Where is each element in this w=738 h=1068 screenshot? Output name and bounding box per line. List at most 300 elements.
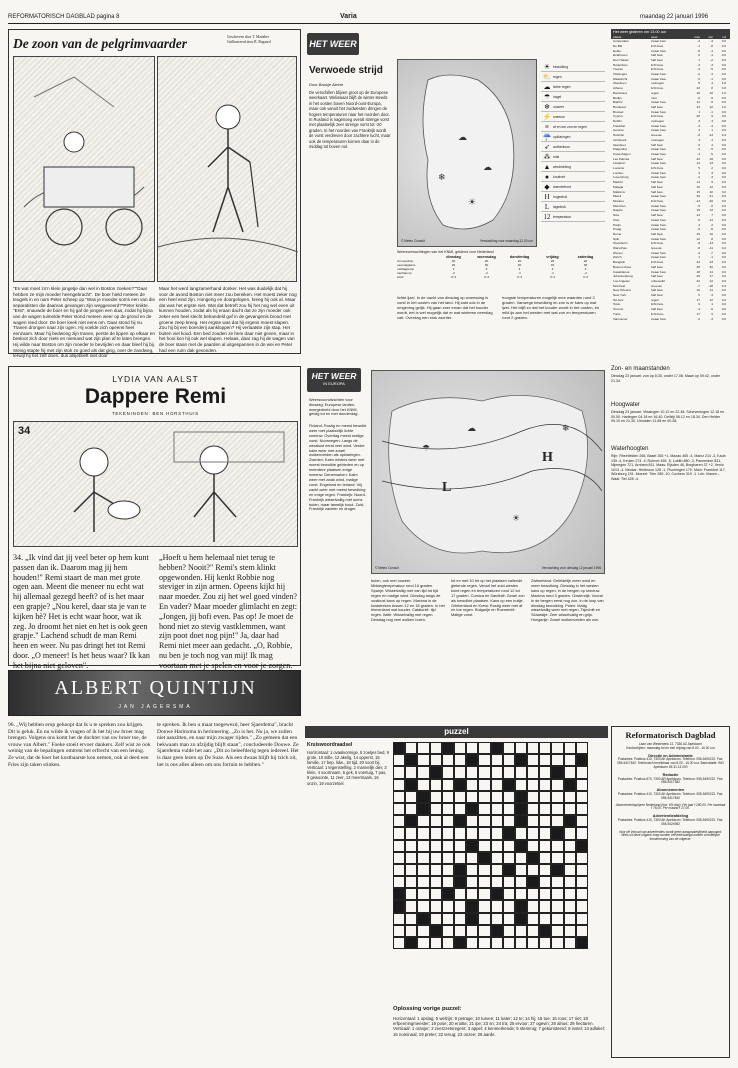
crossword-cell[interactable] <box>491 864 503 876</box>
crossword-cell[interactable] <box>393 827 405 839</box>
crossword-cell[interactable] <box>527 913 539 925</box>
crossword-cell[interactable] <box>491 913 503 925</box>
crossword-cell[interactable] <box>551 779 563 791</box>
low-icon: L <box>544 202 550 211</box>
table-cell: Rotterdam <box>613 62 628 67</box>
crossword-cell[interactable] <box>576 791 588 803</box>
crossword-cell[interactable] <box>551 937 563 949</box>
crossword-cell[interactable] <box>417 876 429 888</box>
crossword-cell[interactable] <box>551 852 563 864</box>
weather2-sublogo: IN EUROPA <box>323 381 345 386</box>
crossword-cell[interactable] <box>527 888 539 900</box>
crossword-cell <box>405 937 417 949</box>
crossword-cell[interactable] <box>551 742 563 754</box>
crossword-cell[interactable] <box>454 900 466 912</box>
table-cell: De Bilt <box>613 43 623 48</box>
crossword-cell[interactable] <box>430 742 442 754</box>
crossword-cell[interactable] <box>442 925 454 937</box>
crossword-cell[interactable] <box>442 791 454 803</box>
crossword-cell[interactable] <box>503 925 515 937</box>
crossword-cell <box>466 754 478 766</box>
col-header: weer <box>651 35 658 39</box>
table-cell: 1 <box>698 255 700 260</box>
half-sun-icon: ⛅ <box>542 72 552 81</box>
crossword-cell[interactable] <box>442 852 454 864</box>
crossword-cell[interactable] <box>491 779 503 791</box>
table-cell: -9 <box>697 241 700 246</box>
table-cell: 2 <box>711 166 713 171</box>
table-cell: licht bew. <box>651 62 664 67</box>
crossword-cell[interactable] <box>539 766 551 778</box>
crossword-cell[interactable] <box>503 937 515 949</box>
legend-row <box>541 122 605 132</box>
crossword-cell[interactable] <box>478 937 490 949</box>
crossword-cell[interactable] <box>454 742 466 754</box>
crossword-cell[interactable] <box>564 742 576 754</box>
crossword-cell[interactable] <box>430 900 442 912</box>
crossword-cell[interactable] <box>503 754 515 766</box>
table-cell: Los Angeles <box>613 278 630 283</box>
crossword-cell[interactable] <box>442 937 454 949</box>
crossword-cell[interactable] <box>551 913 563 925</box>
crossword-cell[interactable] <box>539 913 551 925</box>
crossword-cell[interactable] <box>515 742 527 754</box>
crossword-cell[interactable] <box>564 766 576 778</box>
crossword-cell[interactable] <box>417 900 429 912</box>
wind-icon: ➶ <box>544 142 550 151</box>
crossword-cell[interactable] <box>466 791 478 803</box>
crossword-cell[interactable] <box>405 876 417 888</box>
forecast-cell: 20 <box>484 258 489 263</box>
table-cell: 0.0 <box>721 151 726 156</box>
crossword-cell[interactable] <box>454 827 466 839</box>
crossword-cell[interactable] <box>454 852 466 864</box>
crossword-cell[interactable] <box>515 937 527 949</box>
crossword-cell[interactable] <box>442 913 454 925</box>
crossword-cell[interactable] <box>491 766 503 778</box>
crossword-cell[interactable] <box>393 864 405 876</box>
crossword-cell[interactable] <box>503 852 515 864</box>
crossword-cell[interactable] <box>417 742 429 754</box>
crossword-cell[interactable] <box>503 913 515 925</box>
crossword-cell[interactable] <box>417 840 429 852</box>
crossword-cell[interactable] <box>551 888 563 900</box>
crossword-cell[interactable] <box>527 900 539 912</box>
table-cell: 12 <box>709 297 713 302</box>
crossword-cell[interactable] <box>393 852 405 864</box>
crossword-cell[interactable] <box>405 791 417 803</box>
nl-map-drawing <box>398 60 538 248</box>
crossword-cell[interactable] <box>430 815 442 827</box>
crossword-cell[interactable] <box>454 754 466 766</box>
table-cell: 3 <box>698 119 700 124</box>
crossword-cell[interactable] <box>393 876 405 888</box>
crossword-cell[interactable] <box>393 754 405 766</box>
table-cell: 0.0 <box>721 231 726 236</box>
crossword-cell[interactable] <box>491 937 503 949</box>
table-cell: half bew. <box>651 156 664 161</box>
crossword-cell[interactable] <box>430 888 442 900</box>
crossword-cell[interactable] <box>466 815 478 827</box>
crossword-cell[interactable] <box>551 925 563 937</box>
crossword-cell[interactable] <box>539 815 551 827</box>
crossword-cell[interactable] <box>430 937 442 949</box>
crossword-cell[interactable] <box>491 852 503 864</box>
crossword-cell[interactable] <box>527 925 539 937</box>
crossword-cell[interactable] <box>466 827 478 839</box>
crossword-cell[interactable] <box>539 827 551 839</box>
crossword-cell[interactable] <box>503 803 515 815</box>
crossword-cell[interactable] <box>430 876 442 888</box>
crossword-cell[interactable] <box>491 791 503 803</box>
crossword-cell[interactable] <box>478 766 490 778</box>
crossword-cell <box>503 864 515 876</box>
crossword-cell[interactable] <box>503 876 515 888</box>
table-cell: zwaar bew. <box>651 222 667 227</box>
table-cell: Bordeaux <box>613 104 627 109</box>
crossword-cell[interactable] <box>551 840 563 852</box>
crossword-cell <box>405 779 417 791</box>
crossword-cell[interactable] <box>466 937 478 949</box>
crossword-cell <box>576 840 588 852</box>
low-pressure-label: L <box>442 480 452 495</box>
crossword-cell[interactable] <box>527 840 539 852</box>
crossword-cell[interactable] <box>466 742 478 754</box>
crossword-cell[interactable] <box>503 888 515 900</box>
farmer-wagon-drawing <box>14 57 156 283</box>
crossword-cell[interactable] <box>393 779 405 791</box>
crossword-cell[interactable] <box>393 766 405 778</box>
crossword-cell[interactable] <box>442 754 454 766</box>
crossword-cell[interactable] <box>576 888 588 900</box>
crossword-cell[interactable] <box>491 827 503 839</box>
crossword-cell[interactable] <box>503 900 515 912</box>
crossword-cell[interactable] <box>442 815 454 827</box>
table-cell: 0.0 <box>721 278 726 283</box>
legend-row <box>541 152 605 162</box>
crossword-cell[interactable] <box>527 827 539 839</box>
table-cell: 0 <box>698 53 700 58</box>
crossword-cell[interactable] <box>503 742 515 754</box>
table-cell: -5 <box>710 147 713 152</box>
crossword-cell[interactable] <box>491 754 503 766</box>
crossword-cell[interactable] <box>527 864 539 876</box>
crossword-cell[interactable] <box>564 852 576 864</box>
crossword-cell[interactable] <box>442 766 454 778</box>
crossword-cell[interactable] <box>478 840 490 852</box>
crossword-cell[interactable] <box>442 779 454 791</box>
crossword-cell[interactable] <box>454 840 466 852</box>
crossword-cell[interactable] <box>478 803 490 815</box>
table-cell: 3 <box>698 137 700 142</box>
snow-icon: ❄ <box>544 102 550 111</box>
crossword-cell[interactable] <box>576 864 588 876</box>
crossword-cell <box>417 913 429 925</box>
crossword-cell[interactable] <box>564 913 576 925</box>
col-header: min <box>708 35 713 39</box>
crossword-cell[interactable] <box>491 803 503 815</box>
crossword-cell[interactable] <box>503 791 515 803</box>
crossword-cell[interactable] <box>417 925 429 937</box>
crossword-cell[interactable] <box>417 766 429 778</box>
crossword-cell[interactable] <box>539 864 551 876</box>
crossword-cell[interactable] <box>515 925 527 937</box>
crossword-cell[interactable] <box>393 913 405 925</box>
crossword-cell[interactable] <box>478 815 490 827</box>
crossword-cell[interactable] <box>405 840 417 852</box>
crossword-cell[interactable] <box>478 925 490 937</box>
crossword-cell[interactable] <box>466 888 478 900</box>
crossword-cell[interactable] <box>417 888 429 900</box>
crossword-cell[interactable] <box>527 779 539 791</box>
table-cell: 18 <box>696 269 700 274</box>
crossword-cell[interactable] <box>417 815 429 827</box>
crossword-cell[interactable] <box>515 779 527 791</box>
crossword-cell[interactable] <box>478 913 490 925</box>
crossword-cell[interactable] <box>564 803 576 815</box>
crossword-cell[interactable] <box>491 815 503 827</box>
crossword-cell[interactable] <box>405 925 417 937</box>
crossword-cell[interactable] <box>551 900 563 912</box>
crossword-cell[interactable] <box>478 779 490 791</box>
table-cell: Wenen <box>613 250 623 255</box>
crossword-cell[interactable] <box>539 876 551 888</box>
crossword-cell[interactable] <box>393 803 405 815</box>
crossword-cell[interactable] <box>417 754 429 766</box>
crossword-cell[interactable] <box>576 913 588 925</box>
map-caption: © Meteo Consult <box>401 239 425 244</box>
crossword-cell[interactable] <box>576 803 588 815</box>
crossword-cell[interactable] <box>478 827 490 839</box>
crossword-cell[interactable] <box>539 803 551 815</box>
crossword-cell[interactable] <box>393 791 405 803</box>
crossword-cell[interactable] <box>442 876 454 888</box>
table-cell: half bew. <box>651 274 664 279</box>
crossword-cell[interactable] <box>515 876 527 888</box>
crossword-cell[interactable] <box>393 925 405 937</box>
crossword-cell[interactable] <box>576 925 588 937</box>
forecast-row-label: zonneschijn <box>397 258 414 263</box>
table-row <box>613 317 728 322</box>
crossword-grid[interactable] <box>393 742 589 950</box>
table-cell: -20 <box>708 199 713 203</box>
crossword-cell[interactable] <box>454 791 466 803</box>
crossword-cell[interactable] <box>527 766 539 778</box>
crossword-cell[interactable] <box>551 791 563 803</box>
crossword-cell[interactable] <box>539 791 551 803</box>
crossword-cell <box>405 815 417 827</box>
forecast-cell: -1 <box>551 271 554 276</box>
crossword-cell[interactable] <box>466 925 478 937</box>
crossword-cell <box>466 803 478 815</box>
crossword-cell[interactable] <box>466 864 478 876</box>
crossword-cell[interactable] <box>503 815 515 827</box>
crossword-cell <box>454 937 466 949</box>
table-cell: 9 <box>698 142 700 147</box>
crossword-cell[interactable] <box>454 888 466 900</box>
crossword-cell[interactable] <box>515 852 527 864</box>
crossword-cell[interactable] <box>454 803 466 815</box>
crossword-cell[interactable] <box>491 876 503 888</box>
crossword-cell[interactable] <box>539 888 551 900</box>
crossword-cell[interactable] <box>442 803 454 815</box>
legend-label: af en toe zon en regen <box>553 124 587 129</box>
crossword-cell[interactable] <box>466 876 478 888</box>
crossword-cell[interactable] <box>430 864 442 876</box>
crossword-cell[interactable] <box>491 900 503 912</box>
crossword-cell[interactable] <box>405 852 417 864</box>
crossword-cell[interactable] <box>564 791 576 803</box>
crossword-cell[interactable] <box>405 827 417 839</box>
table-cell: 10 <box>709 90 713 95</box>
crossword-cell[interactable] <box>576 827 588 839</box>
table-cell: 0.0 <box>721 213 726 218</box>
crossword-cell[interactable] <box>551 876 563 888</box>
table-cell: -5 <box>710 67 713 72</box>
crossword-cell[interactable] <box>430 913 442 925</box>
crossword-cell[interactable] <box>405 742 417 754</box>
crossword-cell[interactable] <box>430 840 442 852</box>
crossword-cell[interactable] <box>466 766 478 778</box>
legend-row <box>541 202 605 212</box>
crossword-cell[interactable] <box>430 803 442 815</box>
crossword-cell[interactable] <box>430 852 442 864</box>
crossword-cell[interactable] <box>405 766 417 778</box>
crossword-cell[interactable] <box>551 815 563 827</box>
table-cell: Stockholm <box>613 241 628 246</box>
crossword-cell[interactable] <box>551 754 563 766</box>
crossword-cell[interactable] <box>442 827 454 839</box>
crossword-cell[interactable] <box>454 913 466 925</box>
crossword-cell[interactable] <box>576 900 588 912</box>
crossword-cell[interactable] <box>564 840 576 852</box>
crossword-cell <box>454 779 466 791</box>
crossword-cell[interactable] <box>515 888 527 900</box>
crossword-cell[interactable] <box>478 888 490 900</box>
table-cell: Barcelona <box>613 90 627 95</box>
crossword-cell[interactable] <box>417 779 429 791</box>
crossword-cell[interactable] <box>576 815 588 827</box>
cloud-icon: ☁ <box>543 82 551 91</box>
crossword-cell[interactable] <box>539 852 551 864</box>
crossword-cell[interactable] <box>515 766 527 778</box>
crossword-cell[interactable] <box>539 742 551 754</box>
crossword-cell[interactable] <box>430 827 442 839</box>
crossword-cell[interactable] <box>576 852 588 864</box>
crossword-cell[interactable] <box>417 864 429 876</box>
crossword-cell[interactable] <box>515 827 527 839</box>
table-cell: -3 <box>710 39 713 44</box>
crossword-cell[interactable] <box>564 876 576 888</box>
crossword-cell[interactable] <box>405 913 417 925</box>
crossword-cell[interactable] <box>576 876 588 888</box>
crossword-cell[interactable] <box>478 876 490 888</box>
crossword-cell[interactable] <box>454 766 466 778</box>
crossword-cell[interactable] <box>491 840 503 852</box>
crossword-cell[interactable] <box>417 827 429 839</box>
crossword-cell[interactable] <box>478 754 490 766</box>
crossword-cell[interactable] <box>564 827 576 839</box>
crossword-cell[interactable] <box>417 937 429 949</box>
hoogwater-text: Dinsdag 23 januari: Vlissingen 10.12 en 22.48. Scheveningen 12.18 en 00.50. Harlingen 04.18 en 16.40. Delfzijl 06.12 en 18.34. Den Helder 09.10 en 21.30. IJmuiden 11.58 en 00.28. <box>611 410 725 423</box>
table-cell: Maastricht <box>613 76 628 81</box>
crossword-cell[interactable] <box>478 900 490 912</box>
crossword-cell[interactable] <box>551 803 563 815</box>
crossword-cell[interactable] <box>430 754 442 766</box>
waterhoogten-title: Waterhoogten <box>611 446 649 452</box>
crossword-cell[interactable] <box>564 925 576 937</box>
crossword-cell[interactable] <box>478 742 490 754</box>
table-cell: 1.0 <box>721 104 726 109</box>
table-cell: -7 <box>710 250 713 255</box>
crossword-cell[interactable] <box>442 864 454 876</box>
crossword-cell[interactable] <box>539 840 551 852</box>
crossword-cell[interactable] <box>539 937 551 949</box>
table-cell: sneeuw <box>651 283 662 288</box>
crossword-cell[interactable] <box>430 779 442 791</box>
table-cell: zwaar bew. <box>651 175 667 180</box>
crossword-cell[interactable] <box>539 754 551 766</box>
crossword-cell[interactable] <box>539 779 551 791</box>
crossword-cell[interactable] <box>527 791 539 803</box>
crossword-cell[interactable] <box>503 766 515 778</box>
forecast-day: donderdag <box>509 254 530 259</box>
crossword-cell[interactable] <box>393 840 405 852</box>
crossword-cell[interactable] <box>393 815 405 827</box>
crossword-cell[interactable] <box>527 742 539 754</box>
crossword-cell[interactable] <box>442 900 454 912</box>
crossword-cell[interactable] <box>564 888 576 900</box>
table-cell: 0.0 <box>721 53 726 58</box>
crossword-cell[interactable] <box>564 900 576 912</box>
crossword-cell[interactable] <box>527 815 539 827</box>
crossword-cell[interactable] <box>564 864 576 876</box>
crossword-cell[interactable] <box>430 791 442 803</box>
crossword-cell[interactable] <box>454 925 466 937</box>
crossword-cell[interactable] <box>417 852 429 864</box>
legend-row <box>541 182 605 192</box>
crossword-cell[interactable] <box>576 742 588 754</box>
crossword-cell[interactable] <box>478 791 490 803</box>
crossword-cell[interactable] <box>466 779 478 791</box>
crossword-cell[interactable] <box>405 803 417 815</box>
crossword-cell[interactable] <box>564 937 576 949</box>
table-cell: 13 <box>696 86 700 91</box>
crossword-cell[interactable] <box>564 754 576 766</box>
crossword-cell[interactable] <box>442 840 454 852</box>
crossword-cell[interactable] <box>393 937 405 949</box>
table-cell: 2 <box>711 222 713 227</box>
crossword-cell[interactable] <box>405 900 417 912</box>
crossword-cell <box>454 864 466 876</box>
crossword-cell[interactable] <box>539 900 551 912</box>
crossword-cell[interactable] <box>405 864 417 876</box>
crossword-cell[interactable] <box>527 937 539 949</box>
crossword-cell[interactable] <box>405 888 417 900</box>
colofon <box>611 726 730 1058</box>
crossword-cell[interactable] <box>466 852 478 864</box>
crossword-cell[interactable] <box>576 766 588 778</box>
crossword-cell[interactable] <box>503 840 515 852</box>
remi-column-1: 34. „Ik vind dat jij veel beter op hem kunt passen dan ik. Daarom mag jij hem houden!" Remi staart de man met grote ogen aan. Meent die meneer nu echt wat hij allemaal gezegd heeft? of is het maar een grapje? „Nou kerel, daar sta je van te kijken hè? Het is echt waar hoor, wat ik zeg. Jo droomt het niet en het is ook geen grapje." Lachend schudt de man Remi heen en weer. Nu pas dringt het tot Remi door. „O meneer! Is het heus waar? Ik kan het bijna niet geloven". <box>13 553 150 670</box>
table-cell: Innsbruck <box>613 137 627 142</box>
crossword-cell[interactable] <box>527 803 539 815</box>
crossword-cell[interactable] <box>527 754 539 766</box>
crossword-cell[interactable] <box>576 779 588 791</box>
crossword-cell[interactable] <box>478 864 490 876</box>
crossword-cell <box>491 888 503 900</box>
crossword-cell[interactable] <box>515 864 527 876</box>
